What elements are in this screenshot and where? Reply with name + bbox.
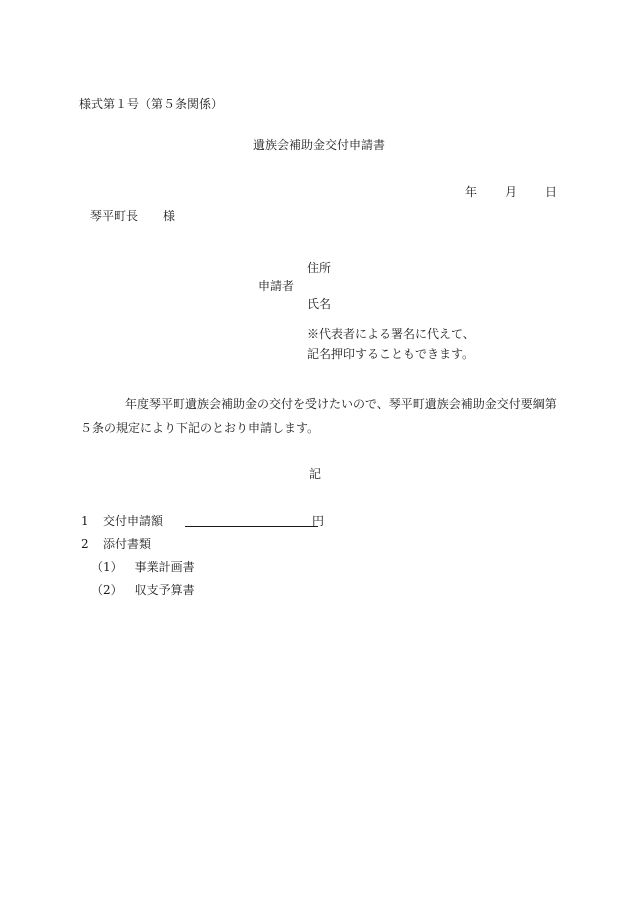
date-line: [465, 186, 557, 198]
applicant-label: 申請者: [258, 279, 295, 293]
body-text-line2: ５条の規定により下記のとおり申請します。: [80, 421, 320, 435]
item1-label: 交付申請額: [103, 514, 164, 528]
date-year-label: 年: [465, 185, 478, 199]
date-day-label: 日: [545, 185, 558, 199]
addressee: [90, 210, 175, 222]
form-number: 様式第１号（第５条関係）: [79, 97, 224, 111]
attachment-item: [91, 561, 195, 573]
attachment-label: 事業計画書: [134, 560, 195, 574]
yen-unit: 円: [312, 514, 325, 528]
date-month-label: 月: [505, 185, 518, 199]
name-label: 氏名: [307, 297, 332, 311]
ki-heading: 記: [309, 467, 322, 481]
addressee-name: 琴平町長: [90, 209, 139, 223]
signature-note-line2: 記名押印することもできます。: [307, 347, 475, 361]
item2-number: 2: [81, 537, 89, 551]
addressee-honorific: 様: [163, 209, 176, 223]
document-title: 遺族会補助金交付申請書: [253, 138, 386, 152]
attachment-label: 収支予算書: [134, 583, 195, 597]
attachment-number: （1）: [91, 560, 123, 574]
address-label: 住所: [307, 261, 332, 275]
item2-label: 添付書類: [103, 537, 152, 551]
attachment-number: （2）: [91, 583, 123, 597]
body-text-line1: 年度琴平町遺族会補助金の交付を受けたいので、琴平町遺族会補助金交付要綱第: [125, 397, 557, 411]
attachment-item: [91, 584, 195, 596]
amount-underline-field: [185, 526, 318, 527]
item1-number: 1: [81, 514, 89, 528]
signature-note-line1: ※代表者による署名に代えて、: [307, 327, 475, 341]
